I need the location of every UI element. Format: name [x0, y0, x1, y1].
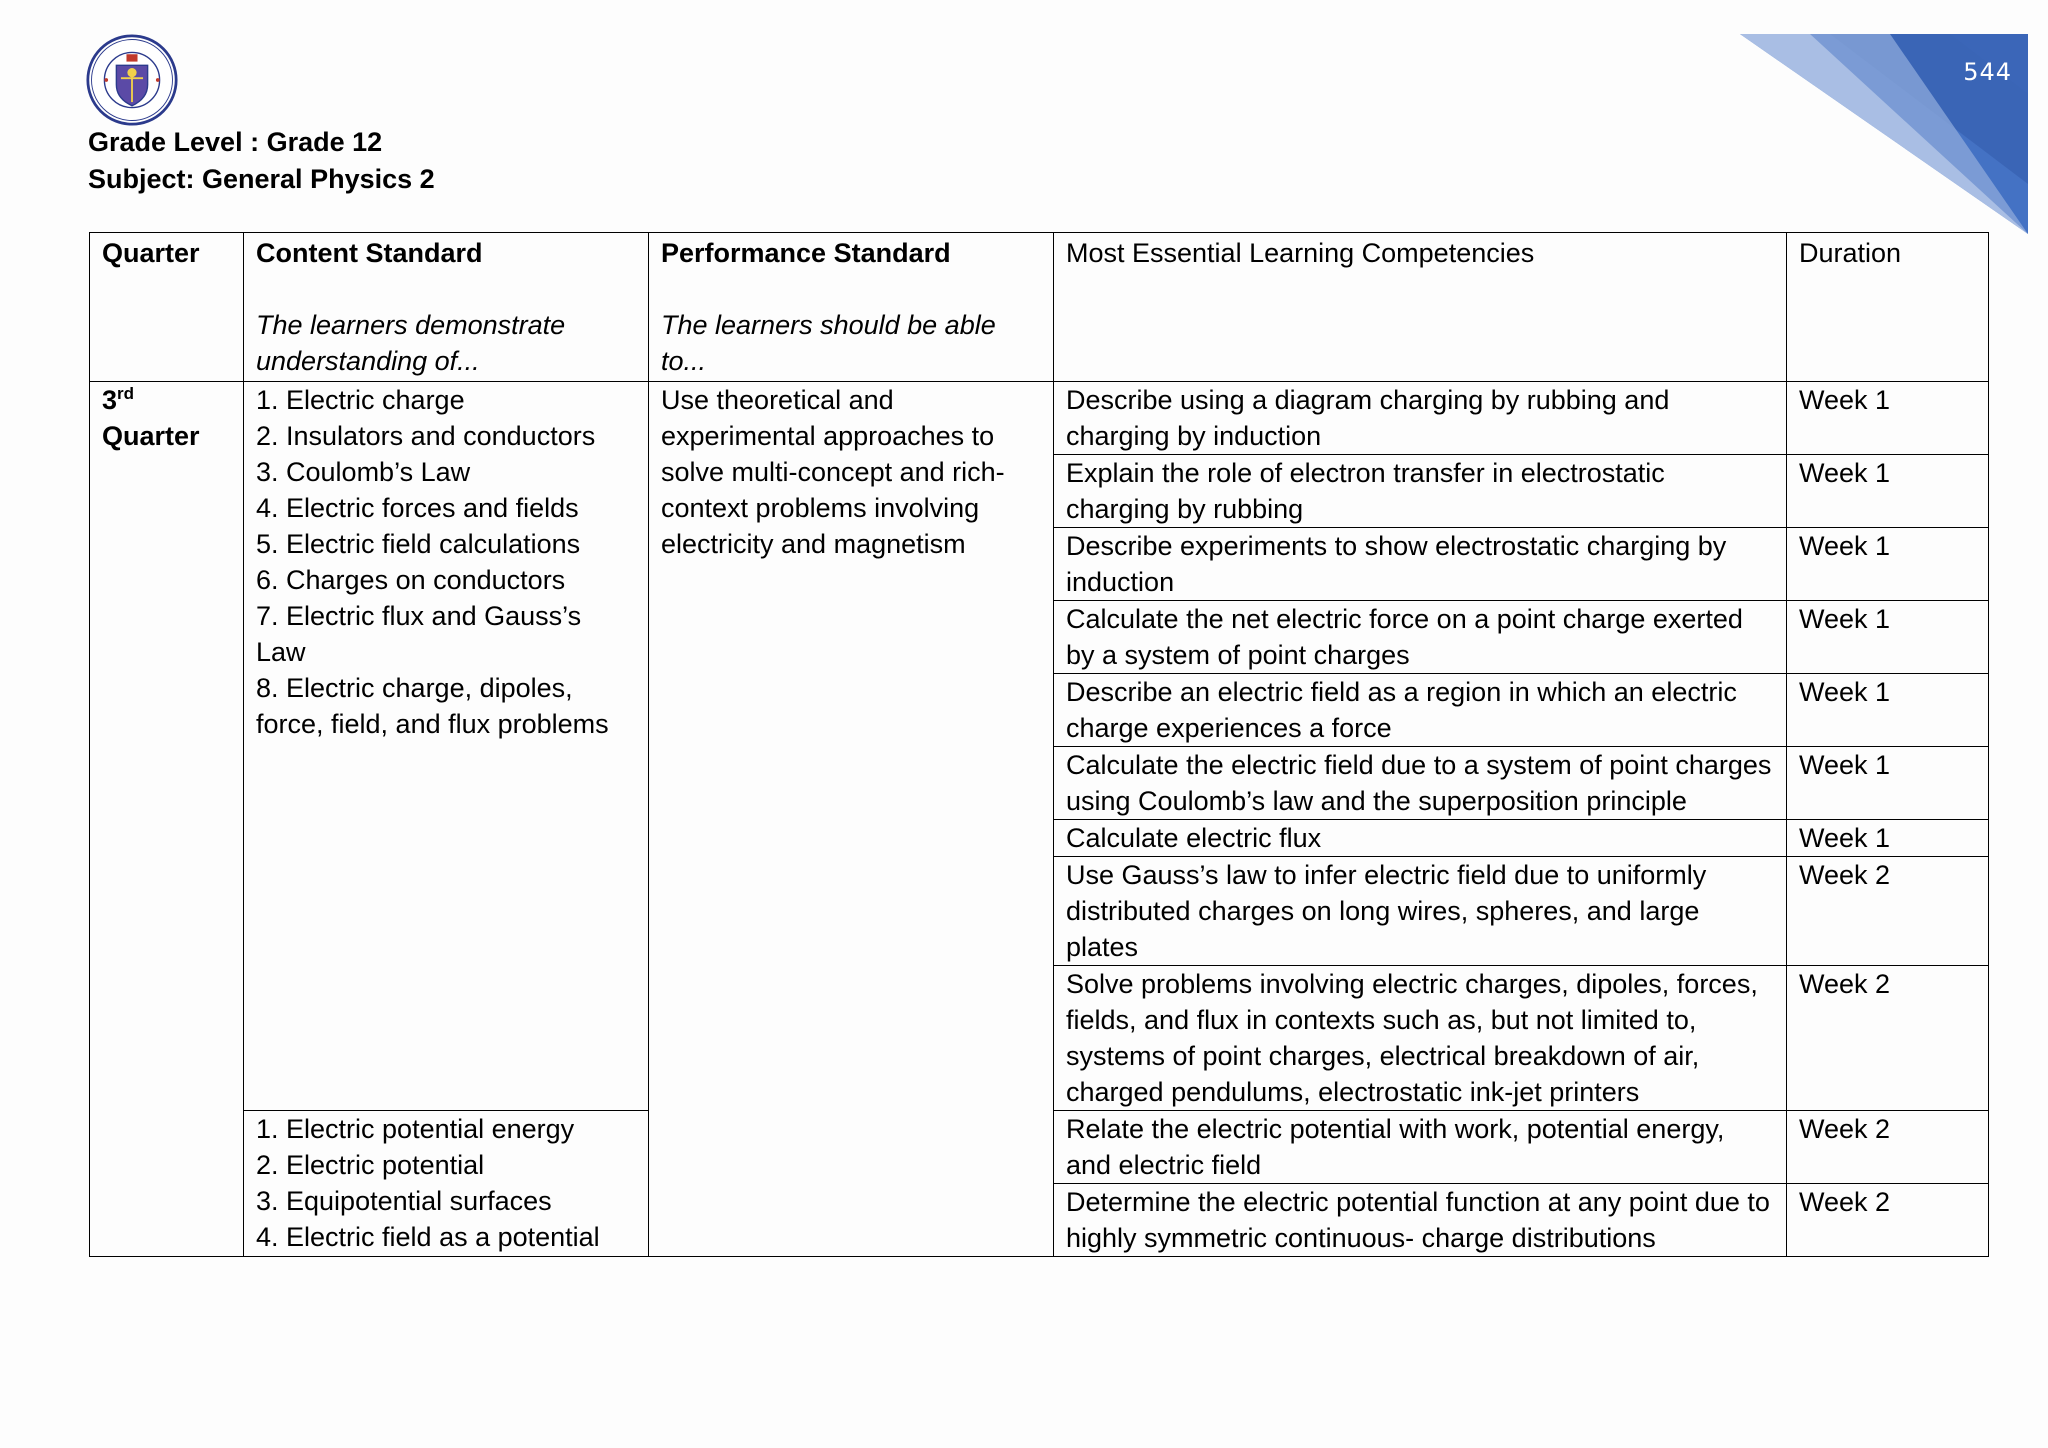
duration-cell: Week 1: [1787, 820, 1989, 857]
content-standard-subtitle: The learners demonstrate understanding of...: [256, 310, 566, 376]
content-standard-group-2: [244, 1111, 649, 1257]
duration-cell: Week 1: [1787, 674, 1989, 747]
list-item: 2. Electric potential: [256, 1150, 485, 1180]
table-row: [90, 382, 1989, 455]
performance-standard-title: Performance Standard: [661, 238, 951, 268]
list-item: 2. Insulators and conductors: [256, 421, 596, 451]
competency-cell: Describe experiments to show electrostatic charging by induction: [1054, 528, 1787, 601]
performance-standard-cell: Use theoretical and experimental approaches to solve multi-concept and rich-context problems involving electricity and magnetism: [649, 382, 1054, 1257]
grade-level: Grade Level : Grade 12: [88, 127, 383, 157]
duration-cell: Week 2: [1787, 1111, 1989, 1184]
performance-standard-header: [649, 233, 1054, 382]
list-item: 8. Electric charge, dipoles, force, field, and flux problems: [256, 673, 609, 739]
subject: Subject: General Physics 2: [88, 164, 435, 194]
quarter-cell: [90, 382, 244, 1257]
duration-cell: Week 1: [1787, 455, 1989, 528]
deped-seal-icon: [86, 34, 178, 126]
list-item: 3. Coulomb’s Law: [256, 457, 471, 487]
quarter-ordinal: rd: [117, 384, 135, 403]
competency-cell: Calculate electric flux: [1054, 820, 1787, 857]
quarter-label: Quarter: [102, 421, 200, 451]
performance-standard-subtitle: The learners should be able to...: [661, 310, 996, 376]
table-header-row: [90, 233, 1989, 382]
list-item: 3. Equipotential surfaces: [256, 1186, 552, 1216]
duration-cell: Week 1: [1787, 601, 1989, 674]
list-item: 4. Electric field as a potential: [256, 1222, 600, 1252]
list-item: 6. Charges on conductors: [256, 565, 566, 595]
quarter-header: Quarter: [90, 233, 244, 382]
list-item: 5. Electric field calculations: [256, 529, 581, 559]
page-number: 544: [1963, 58, 2012, 86]
duration-cell: Week 2: [1787, 857, 1989, 966]
list-item: 4. Electric forces and fields: [256, 493, 579, 523]
duration-header: Duration: [1787, 233, 1989, 382]
document-header: [88, 124, 435, 198]
competency-cell: Describe an electric field as a region in which an electric charge experiences a force: [1054, 674, 1787, 747]
content-standard-group-1: [244, 382, 649, 1111]
competency-cell: Determine the electric potential function at any point due to highly symmetric continuous- charge distributions: [1054, 1184, 1787, 1257]
competency-cell: Explain the role of electron transfer in electrostatic charging by rubbing: [1054, 455, 1787, 528]
duration-cell: Week 2: [1787, 966, 1989, 1111]
competency-cell: Describe using a diagram charging by rubbing and charging by induction: [1054, 382, 1787, 455]
competency-cell: Calculate the electric field due to a system of point charges using Coulomb’s law and the superposition principle: [1054, 747, 1787, 820]
content-standard-title: Content Standard: [256, 238, 483, 268]
content-standard-header: [244, 233, 649, 382]
list-item: 1. Electric potential energy: [256, 1114, 575, 1144]
curriculum-table: [89, 232, 1989, 1257]
list-item: 7. Electric flux and Gauss’s Law: [256, 601, 582, 667]
duration-cell: Week 1: [1787, 528, 1989, 601]
competency-cell: Calculate the net electric force on a point charge exerted by a system of point charges: [1054, 601, 1787, 674]
competency-cell: Solve problems involving electric charges, dipoles, forces, fields, and flux in contexts such as, but not limited to, systems of point charges, electrical breakdown of air, charged pendulums, electrostatic ink-jet printers: [1054, 966, 1787, 1111]
competencies-header: Most Essential Learning Competencies: [1054, 233, 1787, 382]
competency-cell: Use Gauss’s law to infer electric field due to uniformly distributed charges on long wires, spheres, and large plates: [1054, 857, 1787, 966]
competency-cell: Relate the electric potential with work, potential energy, and electric field: [1054, 1111, 1787, 1184]
quarter-number: 3: [102, 385, 118, 415]
duration-cell: Week 1: [1787, 382, 1989, 455]
duration-cell: Week 1: [1787, 747, 1989, 820]
list-item: 1. Electric charge: [256, 385, 465, 415]
duration-cell: Week 2: [1787, 1184, 1989, 1257]
